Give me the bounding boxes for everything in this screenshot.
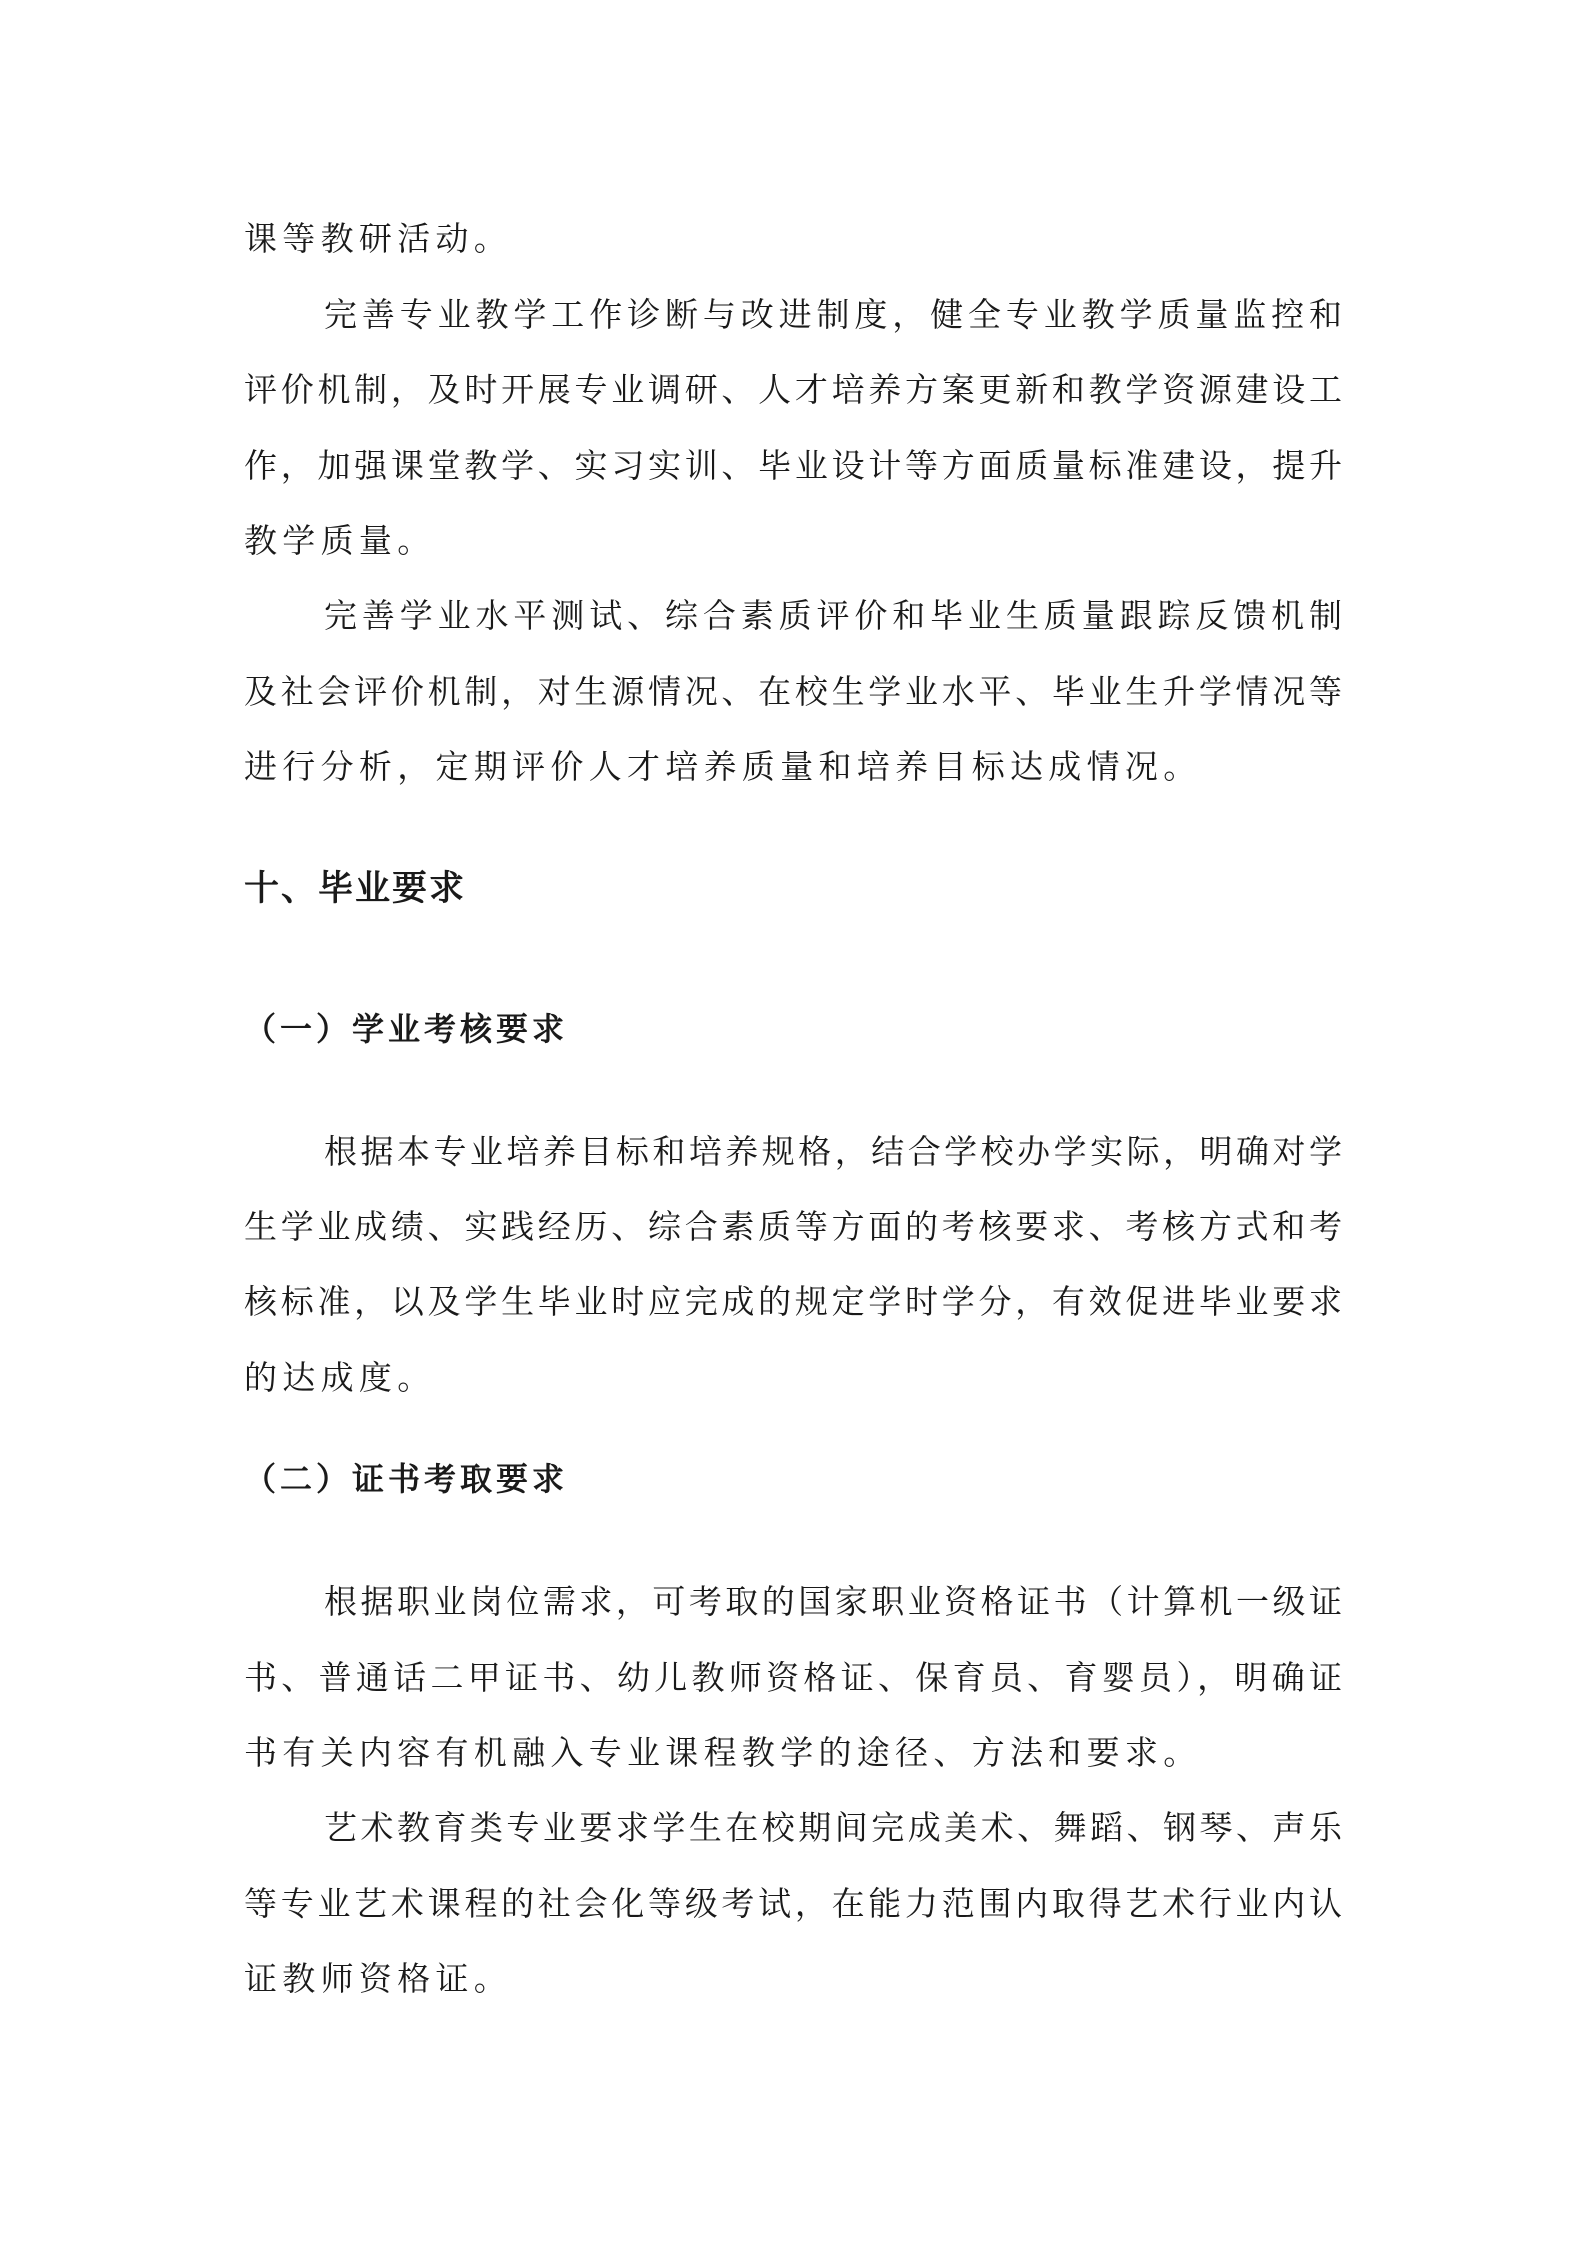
paragraph-line: 教学质量。: [244, 521, 436, 560]
paragraph-line: 根据本专业培养目标和培养规格，结合学校办学实际，明确对学: [324, 1132, 1342, 1171]
paragraph-line: 艺术教育类专业要求学生在校期间完成美术、舞蹈、钢琴、声乐: [324, 1808, 1342, 1847]
paragraph-line: 课等教研活动。: [244, 219, 513, 258]
paragraph-line: 完善学业水平测试、综合素质评价和毕业生质量跟踪反馈机制: [324, 596, 1342, 635]
paragraph-line: 的达成度。: [244, 1358, 436, 1397]
subsection-heading: （一）学业考核要求: [244, 1010, 569, 1048]
paragraph-line: 完善专业教学工作诊断与改进制度，健全专业教学质量监控和: [324, 295, 1342, 334]
paragraph-line: 证教师资格证。: [244, 1959, 513, 1998]
paragraph-line: 作，加强课堂教学、实习实训、毕业设计等方面质量标准建设，提升: [244, 446, 1342, 485]
paragraph-line: 及社会评价机制，对生源情况、在校生学业水平、毕业生升学情况等: [244, 672, 1342, 711]
paragraph-line: 评价机制，及时开展专业调研、人才培养方案更新和教学资源建设工: [244, 370, 1342, 409]
paragraph-line: 生学业成绩、实践经历、综合素质等方面的考核要求、考核方式和考: [244, 1207, 1342, 1246]
subsection-heading: （二）证书考取要求: [244, 1460, 569, 1498]
section-heading: 十、毕业要求: [244, 869, 467, 909]
paragraph-line: 根据职业岗位需求，可考取的国家职业资格证书（计算机一级证: [324, 1582, 1342, 1621]
paragraph-line: 书有关内容有机融入专业课程教学的途径、方法和要求。: [244, 1733, 1202, 1772]
paragraph-line: 书、普通话二甲证书、幼儿教师资格证、保育员、育婴员），明确证: [244, 1658, 1342, 1697]
paragraph-line: 进行分析，定期评价人才培养质量和培养目标达成情况。: [244, 747, 1202, 786]
paragraph-line: 等专业艺术课程的社会化等级考试，在能力范围内取得艺术行业内认: [244, 1884, 1342, 1923]
paragraph-line: 核标准，以及学生毕业时应完成的规定学时学分，有效促进毕业要求: [244, 1282, 1342, 1321]
